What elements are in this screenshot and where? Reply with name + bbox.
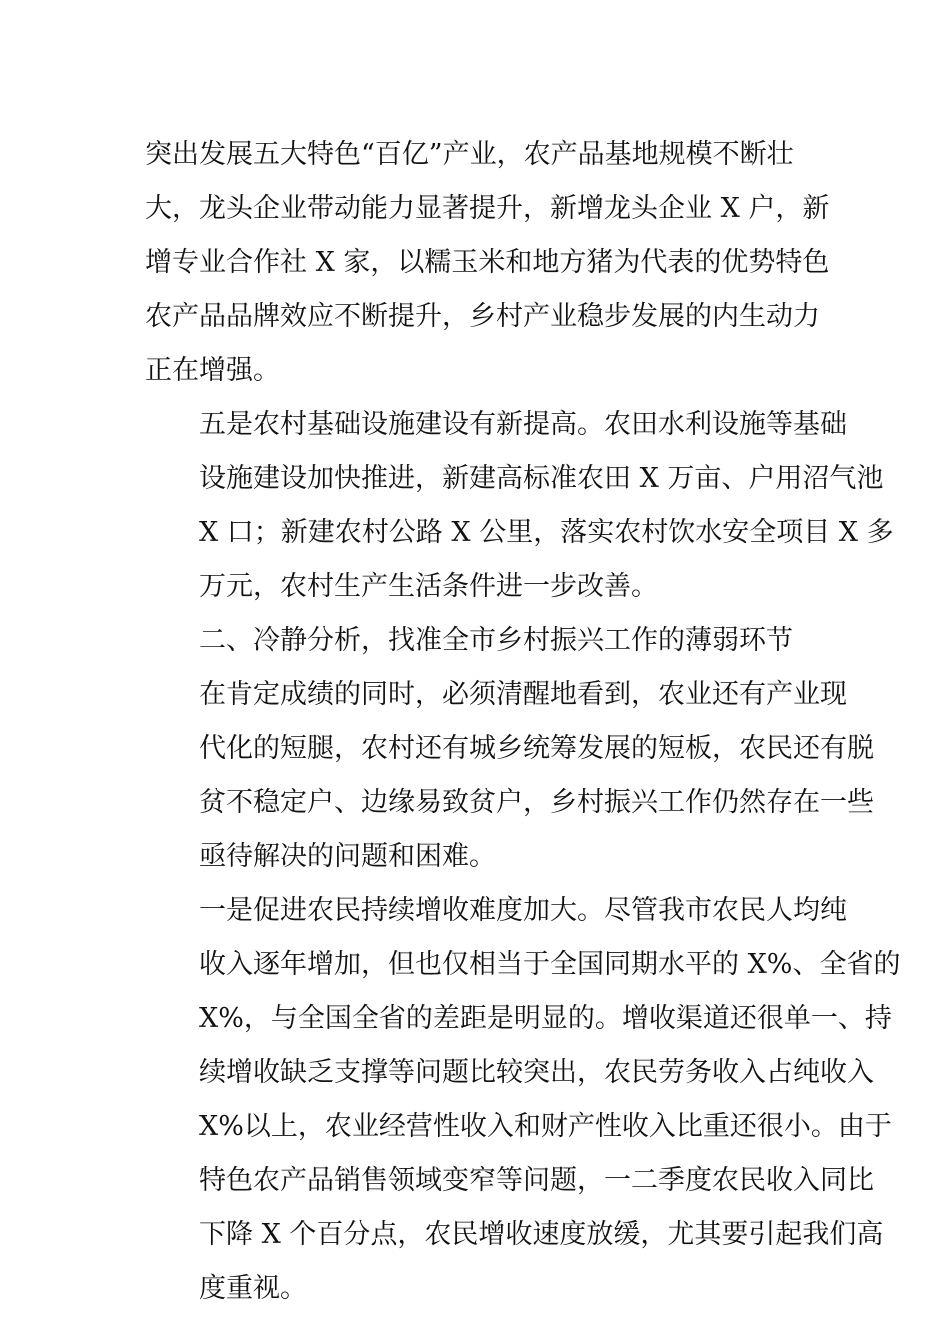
paragraph-infrastructure [145,398,894,614]
text-line: 正在增强。 [145,355,280,386]
text-line: X%以上，农业经营性收入和财产性收入比重还很小。由于 [199,1111,892,1142]
text-line: 五是农村基础设施建设有新提高。农田水利设施等基础 [199,409,847,440]
text-line: X%，与全国全省的差距是明显的。增收渠道还很单一、持 [199,1003,892,1034]
text-line: 亟待解决的问题和困难。 [199,841,496,872]
text-line: 贫不稳定户、边缘易致贫户，乡村振兴工作仍然存在一些 [199,787,874,818]
heading-text: 二、冷静分析，找准全市乡村振兴工作的薄弱环节 [199,625,793,656]
text-line: 特色农产品销售领域变窄等问题，一二季度农民收入同比 [199,1165,874,1196]
text-line: 万元，农村生产生活条件进一步改善。 [199,571,658,602]
text-line: 在肯定成绩的同时，必须清醒地看到，农业还有产业现 [199,679,847,710]
text-line: 大，龙头企业带动能力显著提升，新增龙头企业 X 户，新 [145,193,830,224]
text-line: 代化的短腿，农村还有城乡统筹发展的短板，农民还有脱 [199,733,874,764]
section-heading [145,614,805,668]
text-line: 一是促进农民持续增收难度加大。尽管我市农民人均纯 [199,895,847,926]
text-line: 突出发展五大特色“百亿”产业，农产品基地规模不断壮 [145,139,794,170]
text-line: 度重视。 [199,1273,307,1304]
paragraph-income-growth [145,884,901,1316]
text-line: 下降 X 个百分点，农民增收速度放缓，尤其要引起我们高 [199,1219,884,1250]
text-line: 续增收缺乏支撑等问题比较突出，农民劳务收入占纯收入 [199,1057,874,1088]
text-line: 农产品品牌效应不断提升，乡村产业稳步发展的内生动力 [145,301,820,332]
text-line: X 口；新建农村公路 X 公里，落实农村饮水安全项目 X 多 [199,517,894,548]
document-body [145,128,901,1316]
paragraph-industry-development [145,128,830,398]
text-line: 增专业合作社 X 家，以糯玉米和地方猪为代表的优势特色 [145,247,830,278]
text-line: 设施建设加快推进，新建高标准农田 X 万亩、户用沼气池 [199,463,884,494]
text-line: 收入逐年增加，但也仅相当于全国同期水平的 X%、全省的 [199,949,901,980]
paragraph-analysis-intro [145,668,874,884]
